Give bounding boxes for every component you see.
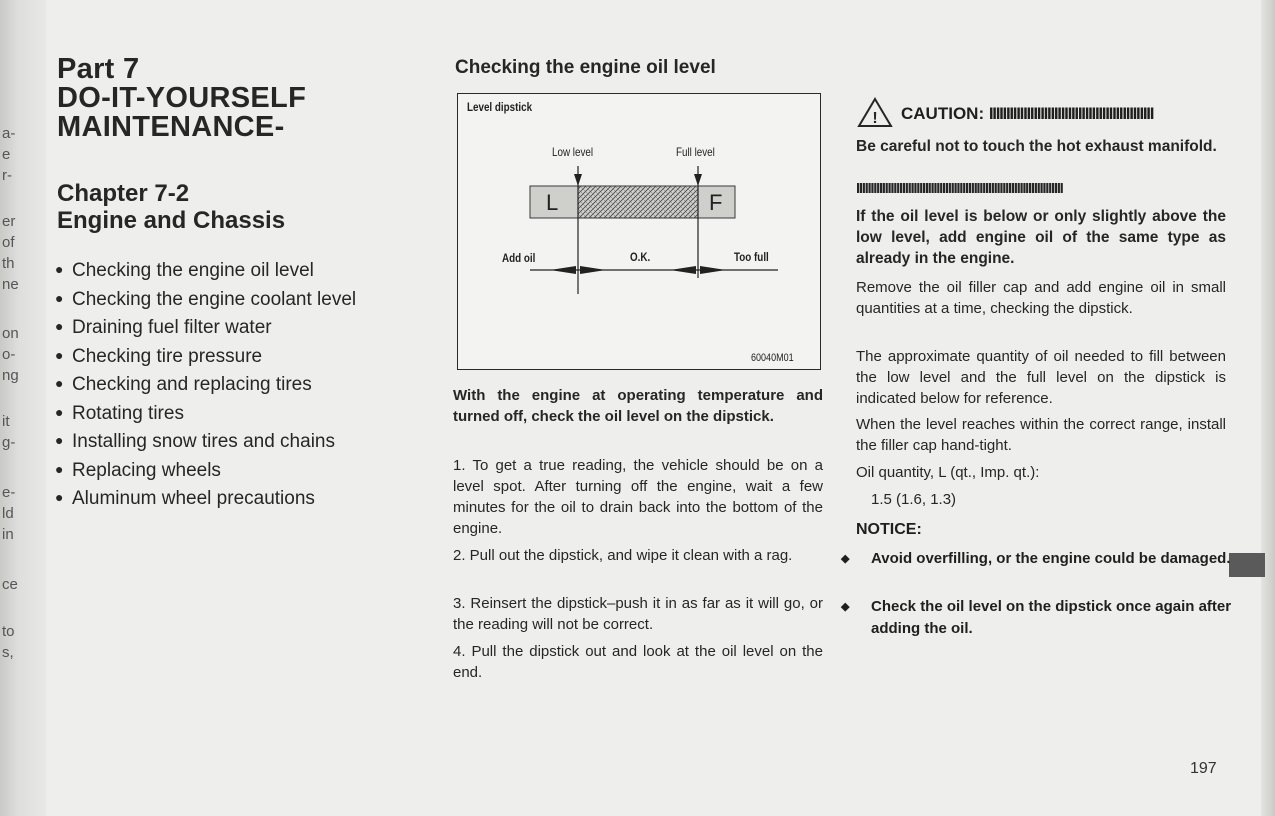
bullet-icon: ● bbox=[55, 318, 64, 334]
gutter-fragment: g- bbox=[2, 434, 16, 451]
diagram-label-ok: O.K. bbox=[630, 250, 651, 264]
gutter-fragment: ne bbox=[2, 276, 19, 293]
bullet-icon: ● bbox=[55, 403, 64, 420]
diagram-label-dipstick: Level dipstick bbox=[467, 100, 533, 114]
gutter-fragment: ce bbox=[2, 576, 18, 593]
step-4: 4. Pull the dipstick out and look at the oil level on the end. bbox=[453, 643, 823, 681]
oil-quantity-label: Oil quantity, L (qt., Imp. qt.): bbox=[856, 464, 1040, 481]
too-full-arrow-icon bbox=[700, 266, 726, 274]
diamond-bullet-icon: ◆ bbox=[841, 553, 850, 565]
chapter-heading bbox=[57, 180, 285, 234]
gutter-fragment: o- bbox=[2, 346, 16, 363]
quantity-paragraph: The approximate quantity of oil needed to fill between the low level and the full level on the dipstick is indicated below for reference. bbox=[856, 348, 1226, 407]
add-oil-instruction: If the oil level is below or only slightly above the low level, add engine oil of the same type as already in the engine. bbox=[856, 208, 1226, 267]
add-oil-arrow-icon bbox=[550, 266, 576, 274]
gutter-fragment: th bbox=[2, 255, 15, 272]
toc-item: ● Aluminum wheel precautions bbox=[55, 484, 356, 513]
bullet-icon: ● bbox=[55, 289, 64, 306]
figure-code: 60040M01 bbox=[751, 352, 794, 364]
bullet-icon: ● bbox=[55, 346, 64, 363]
section-title: Checking the engine oil level bbox=[455, 57, 716, 78]
caution-header bbox=[901, 104, 1227, 124]
notice-item: ◆ Check the oil level on the dipstick once again after adding the oil. bbox=[841, 598, 1232, 637]
toc-item: ● Rotating tires bbox=[55, 399, 356, 428]
part-title-line1: DO-IT-YOURSELF bbox=[57, 82, 307, 114]
full-level-arrow-icon bbox=[694, 174, 702, 186]
gutter-fragment: a- bbox=[2, 125, 16, 142]
diamond-bullet-icon: ◆ bbox=[841, 601, 850, 613]
part-title-line2: MAINTENANCE- bbox=[57, 111, 285, 143]
chapter-name: Engine and Chassis bbox=[57, 207, 286, 234]
part-heading bbox=[57, 55, 306, 142]
gutter-fragment: in bbox=[2, 526, 14, 543]
diagram-label-too-full: Too full bbox=[734, 250, 769, 264]
dipstick-figure bbox=[458, 94, 819, 368]
bullet-icon: ● bbox=[55, 489, 64, 505]
part-label: Part 7 bbox=[57, 53, 140, 85]
oil-quantity-value: 1.5 (1.6, 1.3) bbox=[871, 491, 957, 508]
gutter-fragment: ng bbox=[2, 367, 19, 384]
gutter-fragment: to bbox=[2, 623, 15, 640]
page-right-edge bbox=[1261, 0, 1275, 816]
gutter-fragment: on bbox=[2, 325, 19, 342]
dipstick-mark-low: L bbox=[546, 190, 559, 215]
intro-instruction: With the engine at operating temperature and turned off, check the oil level on the dipstick. bbox=[453, 387, 823, 425]
gutter-fragment: er bbox=[2, 213, 16, 230]
dipstick-mark-full: F bbox=[709, 190, 723, 215]
toc-item: ● Checking tire pressure bbox=[55, 342, 356, 371]
step-1: 1. To get a true reading, the vehicle should be on a level spot. After turning off the engine, wait a few minutes for the oil to drain back into the bottom of the engine. bbox=[453, 457, 823, 537]
notice-title: NOTICE: bbox=[856, 521, 922, 538]
step-3: 3. Reinsert the dipstick–push it in as far as it will go, or the reading will not be correct. bbox=[453, 595, 823, 633]
dipstick-ok-range bbox=[578, 186, 698, 218]
caution-label: CAUTION: bbox=[901, 104, 985, 123]
toc-item: ● Checking the engine coolant level bbox=[55, 285, 356, 314]
page-gutter bbox=[0, 0, 46, 816]
gutter-fragment: s, bbox=[2, 644, 14, 661]
toc-item: ● Checking the engine oil level bbox=[55, 256, 356, 285]
low-level-arrow-icon bbox=[574, 174, 582, 186]
chapter-contents-list bbox=[55, 256, 356, 513]
diagram-label-add-oil: Add oil bbox=[502, 251, 536, 265]
caution-warning-icon bbox=[857, 97, 893, 129]
bullet-icon: ● bbox=[55, 460, 64, 477]
gutter-fragment: e bbox=[2, 146, 11, 163]
bullet-icon: ● bbox=[55, 375, 64, 391]
diagram-label-full: Full level bbox=[676, 145, 715, 159]
bullet-icon: ● bbox=[55, 261, 64, 277]
gutter-fragment: it bbox=[2, 413, 10, 430]
remove-cap-paragraph: Remove the oil filler cap and add engine oil in small quantities at a time, checking the dipstick. bbox=[856, 279, 1226, 317]
gutter-fragment: of bbox=[2, 234, 15, 251]
dipstick-diagram bbox=[457, 93, 821, 370]
page-number: 197 bbox=[1190, 760, 1217, 777]
filler-cap-paragraph: When the level reaches within the correct range, install the filler cap hand-tight. bbox=[856, 416, 1226, 454]
caution-rule-bottom: IIIIIIIIIIIIIIIIIIIIIIIIIIIIIIIIIIIIIIIIIIIIIIIIIIIIIIIIIIIIIIIIIIIIIIII bbox=[856, 180, 1063, 197]
toc-item: ● Installing snow tires and chains bbox=[55, 427, 356, 456]
caution-text: Be careful not to touch the hot exhaust manifold. bbox=[856, 138, 1217, 155]
notice-item: ◆ Avoid overfilling, or the engine could be damaged. bbox=[856, 548, 1243, 570]
gutter-fragment: e- bbox=[2, 484, 16, 501]
step-2: 2. Pull out the dipstick, and wipe it clean with a rag. bbox=[453, 547, 793, 564]
bullet-icon: ● bbox=[55, 432, 64, 448]
caution-rule-top: IIIIIIIIIIIIIIIIIIIIIIIIIIIIIIIIIIIIIIIIIIIIIIII bbox=[988, 104, 1154, 123]
toc-item: ● Draining fuel filter water bbox=[55, 313, 356, 342]
gutter-fragment: ld bbox=[2, 505, 14, 522]
caution-symbol: ! bbox=[872, 110, 878, 127]
gutter-fragment: r- bbox=[2, 167, 12, 184]
diagram-label-low: Low level bbox=[552, 145, 594, 159]
chapter-number: Chapter 7-2 bbox=[57, 180, 190, 207]
toc-item: ● Checking and replacing tires bbox=[55, 370, 356, 399]
toc-item: ● Replacing wheels bbox=[55, 456, 356, 485]
